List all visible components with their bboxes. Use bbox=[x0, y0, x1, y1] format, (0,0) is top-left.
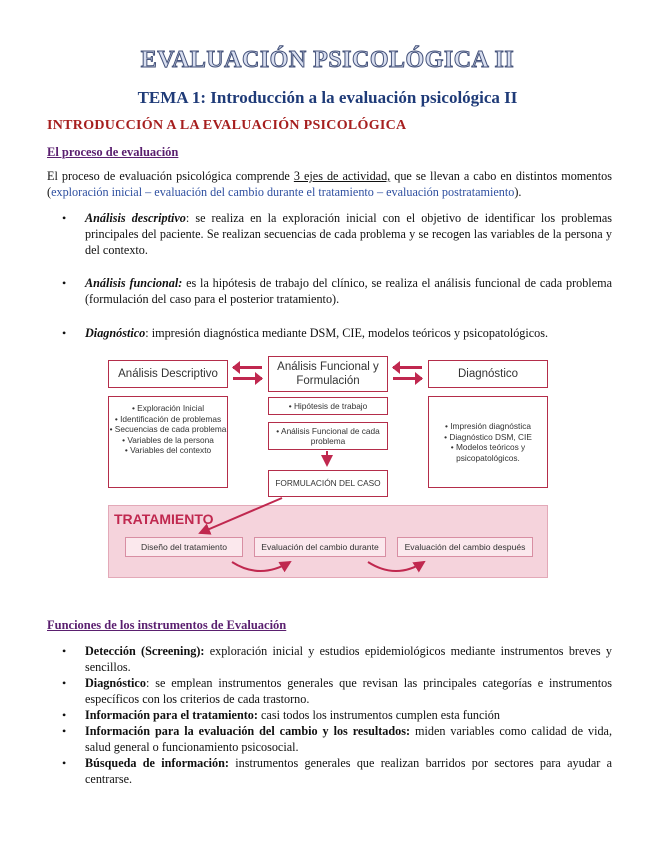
cycle-arrow-left bbox=[232, 562, 290, 571]
document-subtitle: TEMA 1: Introducción a la evaluación psicológica II bbox=[137, 88, 518, 107]
bullet-term: Detección (Screening): bbox=[85, 644, 205, 658]
list-item: • Análisis Funcional de cada problema bbox=[269, 426, 387, 447]
functions-bullet-list bbox=[47, 643, 612, 787]
box-analisis-funcional-items bbox=[268, 422, 388, 450]
box-hipotesis bbox=[268, 397, 388, 415]
bullet-text: casi todos los instrumentos cumplen esta función bbox=[257, 708, 500, 722]
bullet-term: Análisis funcional: bbox=[85, 276, 183, 290]
box-formulacion bbox=[268, 470, 388, 497]
list-item: • Identificación de problemas bbox=[109, 414, 227, 425]
box-diseno: Diseño del tratamiento bbox=[125, 537, 243, 557]
intro-text-d: exploración inicial – evaluación del cambio durante el tratamiento – evaluación postratamiento bbox=[51, 185, 515, 199]
box-diagnostico: Diagnóstico bbox=[428, 360, 548, 388]
bullet-text: : se realiza en la exploración inicial con el objetivo de identificar los problemas principales del paciente. Se realizan secuencias de cada problema y se recogen las variables de la persona y del contexto. bbox=[85, 211, 612, 257]
list-item bbox=[47, 643, 612, 675]
bullet-term: Diagnóstico bbox=[85, 326, 146, 340]
intro-text-e: ). bbox=[514, 185, 522, 199]
bullet-text: : impresión diagnóstica mediante DSM, CIE, modelos teóricos y psicopatológicos. bbox=[145, 326, 549, 340]
double-arrow-right bbox=[392, 361, 423, 385]
intro-text-b: 3 ejes de actividad, bbox=[293, 169, 391, 183]
list-diagnostico bbox=[428, 396, 548, 488]
bullet-term: Diagnóstico bbox=[85, 676, 146, 690]
cycle-arrow-right bbox=[368, 562, 424, 571]
list-item: • Exploración Inicial bbox=[109, 403, 227, 414]
list-item bbox=[47, 675, 612, 707]
box-eval-despues: Evaluación del cambio después bbox=[397, 537, 533, 557]
list-item: • Hipótesis de trabajo bbox=[289, 401, 368, 412]
bullet-term: Información para el tratamiento: bbox=[85, 708, 258, 722]
bullet-term: Análisis descriptivo bbox=[85, 211, 186, 225]
intro-text-a: El proceso de evaluación psicológica comprende bbox=[47, 169, 294, 183]
list-item: • Impresión diagnóstica bbox=[429, 421, 547, 432]
list-item bbox=[47, 723, 612, 755]
box-analisis-funcional: Análisis Funcional y Formulación bbox=[268, 356, 388, 392]
process-heading: El proceso de evaluación bbox=[47, 145, 179, 159]
bullet-text: : se emplean instrumentos generales que revisan las principales categorías e instrumentos específicos con los criterios de cada trastorno. bbox=[85, 676, 612, 706]
section-heading: INTRODUCCIÓN A LA EVALUACIÓN PSICOLÓGICA bbox=[47, 118, 407, 133]
list-item: • Variables del contexto bbox=[109, 445, 227, 456]
bullet-term: Búsqueda de información: bbox=[85, 756, 229, 770]
bullet-term: Información para la evaluación del cambio y los resultados: bbox=[85, 724, 411, 738]
formulacion-label: FORMULACIÓN DEL CASO bbox=[275, 478, 381, 489]
tratamiento-title: TRATAMIENTO bbox=[114, 511, 214, 527]
box-analisis-descriptivo: Análisis Descriptivo bbox=[108, 360, 228, 388]
bullet-text: instrumentos generales que realizan barridos por sectores para ayudar a centrarse. bbox=[85, 756, 612, 786]
list-item bbox=[47, 755, 612, 787]
list-descriptivo bbox=[108, 396, 228, 488]
bullet-text: es la hipótesis de trabajo del clínico, se realiza el análisis funcional de cada problema (formulación del caso para el posterior tratamiento). bbox=[85, 276, 612, 306]
bullet-text: exploración inicial y estudios epidemiológicos mediante instrumentos breves y sencillos. bbox=[85, 644, 612, 674]
functions-heading: Funciones de los instrumentos de Evaluación bbox=[47, 618, 287, 632]
list-item: • Variables de la persona bbox=[109, 435, 227, 446]
bullet-text: miden variables como calidad de vida, salud general o funcionamiento psicosocial. bbox=[85, 724, 612, 754]
double-arrow-left bbox=[232, 361, 263, 385]
document-title: EVALUACIÓN PSICOLÓGICA II bbox=[140, 47, 515, 73]
box-eval-durante: Evaluación del cambio durante bbox=[254, 537, 386, 557]
list-item: • Secuencias de cada problema bbox=[109, 424, 227, 435]
list-item: • Modelos teóricos y psicopatológicos. bbox=[429, 442, 547, 463]
intro-text-c: que se llevan a cabo en distintos momentos ( bbox=[47, 169, 612, 199]
list-item bbox=[47, 707, 612, 723]
list-item: • Diagnóstico DSM, CIE bbox=[429, 432, 547, 443]
